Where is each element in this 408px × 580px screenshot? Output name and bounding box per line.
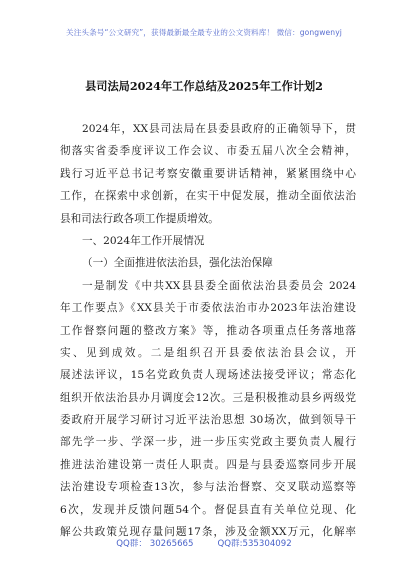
footer-contact	[0, 537, 408, 549]
body-line: 6次，发现并反馈问题54个。督促县直有关单位兑现、化	[60, 503, 356, 516]
body-line: 法治建设专项检查13次，参与法治督察、交叉联动巡察等	[60, 481, 356, 494]
body-line: 2024年，XX县司法局在县委县政府的正确领导下，贯	[82, 123, 356, 135]
body-line: 部先学一步、学深一步，进一步压实党政主要负责人履行	[60, 436, 356, 449]
body-line: 推进法治建设第一责任人职责。四是与县委巡察同步开展	[60, 458, 356, 471]
body-line: 委政府开展学习研讨习近平法治思想 30场次，做到领导干	[60, 414, 356, 427]
body-line: 县和司法行政各项工作提质增效。	[60, 212, 219, 225]
body-line: 一是制发《中共XX县县委全面依法治县委员会 2024	[82, 279, 356, 292]
body-line: 工作，在探索中求创新，在实干中促发展，推动全面依法治	[60, 190, 356, 203]
body-line: 工作督察问题的整改方案》等，推动各项重点任务落地落	[60, 324, 356, 337]
body-line: 践行习近平总书记考察安徽重要讲话精神，紧紧围绕中心	[60, 167, 356, 180]
subsection-heading: （一）全面推进依法治县，强化法治保障	[82, 257, 273, 270]
section-heading: 一、2024年工作开展情况	[82, 234, 205, 247]
body-line: 展述法评议，15名党政负责人现场述法接受评议；常态化	[60, 369, 356, 382]
body-line: 组织开依法治县办月调度会12次。三是积极推动县乡两级党	[60, 391, 356, 404]
body-line: 解公共政策兑现存量问题17条，涉及金额XX万元，化解率	[60, 526, 356, 539]
body-line: 实、见到成效。二是组织召开县委依法治县会议，开	[60, 346, 356, 359]
footer-qq-group-2: QQ群:535304092	[217, 539, 292, 549]
document-body	[60, 118, 356, 543]
body-line: 彻落实省委季度评议工作会议、市委五届八次全会精神，	[60, 145, 356, 158]
footer-qq-group-1: QQ群： 30265665	[116, 539, 194, 549]
document-title: 县司法局2024年工作总结及2025年工作计划2	[85, 79, 323, 93]
body-line: 年工作要点》《XX县关于市委依法治市办2023年法治建设	[60, 302, 356, 315]
header-banner: 关注头条号“公文研究”，获得最新最全最专业的公文资料库！ 微信：gongwenyj	[66, 28, 342, 37]
